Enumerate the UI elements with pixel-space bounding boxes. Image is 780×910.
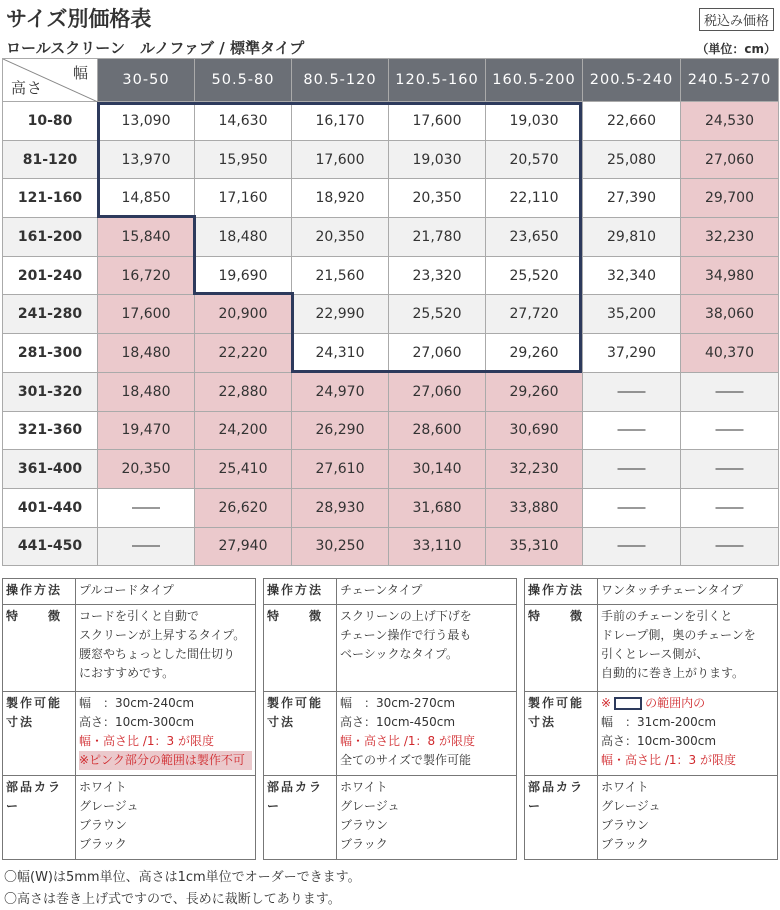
price-cell: ――: [98, 527, 195, 566]
size-label: 製作可能寸法: [264, 692, 337, 776]
price-cell: 14,850: [98, 179, 195, 218]
spec-table-0: [2, 578, 256, 860]
color-value: [337, 776, 517, 860]
range-prefix: ※: [601, 696, 612, 710]
height-header: 441-450: [3, 527, 98, 566]
color-item: ホワイト: [601, 780, 649, 794]
range-frame-right: [579, 102, 582, 373]
color-value: [598, 776, 778, 860]
price-cell: 30,690: [486, 411, 583, 450]
size-value: [337, 692, 517, 776]
price-cell: 18,480: [195, 218, 292, 257]
color-item: ホワイト: [79, 780, 127, 794]
price-cell: 21,560: [292, 256, 389, 295]
size-line: 高さ：10cm-450cm: [340, 715, 456, 729]
color-item: グレージュ: [340, 799, 400, 813]
range-frame-left-3: [291, 292, 294, 373]
spec-table-2: [524, 578, 778, 860]
range-frame-left-2: [193, 215, 196, 295]
feature-line: におすすめです。: [79, 666, 175, 680]
price-cell: ――: [681, 488, 779, 527]
spec-table-1: [263, 578, 517, 860]
table-row: [3, 372, 779, 411]
price-cell: 22,110: [486, 179, 583, 218]
table-row: [3, 527, 779, 566]
height-header: 401-440: [3, 488, 98, 527]
price-cell: 25,520: [486, 256, 583, 295]
feature-line: 手前のチェーンを引くと: [601, 609, 733, 623]
price-cell: 31,680: [389, 488, 486, 527]
price-cell: 20,350: [292, 218, 389, 257]
price-cell: 24,530: [681, 102, 779, 141]
width-header-3: 120.5-160: [389, 59, 486, 102]
height-header: 301-320: [3, 372, 98, 411]
price-cell: 13,970: [98, 140, 195, 179]
feature-line: 自動的に巻き上がります。: [601, 666, 745, 680]
method-value: プルコードタイプ: [76, 579, 256, 605]
price-cell: 20,570: [486, 140, 583, 179]
height-axis-label: 高さ: [11, 79, 44, 97]
table-row: [3, 450, 779, 489]
price-cell: 15,840: [98, 218, 195, 257]
width-header-6: 240.5-270: [681, 59, 779, 102]
feature-line: ドレープ側，奥のチェーンを: [601, 628, 756, 642]
table-row: [3, 488, 779, 527]
price-cell: 27,060: [681, 140, 779, 179]
feature-line: ベーシックなタイプ。: [340, 647, 458, 661]
price-cell: 30,140: [389, 450, 486, 489]
table-row: [3, 218, 779, 257]
size-line: 高さ：10cm-300cm: [79, 715, 195, 729]
range-frame-left-1: [97, 102, 100, 218]
price-cell: 32,230: [681, 218, 779, 257]
feature-line: スクリーンの上げ下げを: [340, 609, 472, 623]
size-label: 製作可能寸法: [525, 692, 598, 776]
price-cell: 27,940: [195, 527, 292, 566]
feature-label: 特 徴: [264, 605, 337, 692]
price-cell: 22,880: [195, 372, 292, 411]
color-item: ブラック: [79, 837, 127, 851]
height-header: 161-200: [3, 218, 98, 257]
price-cell: 18,480: [98, 334, 195, 373]
price-cell: 38,060: [681, 295, 779, 334]
price-cell: 18,480: [98, 372, 195, 411]
price-cell: ――: [681, 411, 779, 450]
corner-cell: [3, 59, 98, 102]
price-cell: 32,230: [486, 450, 583, 489]
color-item: ブラウン: [79, 818, 128, 832]
price-cell: 19,030: [486, 102, 583, 141]
width-header-2: 80.5-120: [292, 59, 389, 102]
range-frame-top: [97, 102, 582, 105]
price-cell: 16,720: [98, 256, 195, 295]
price-cell: 33,110: [389, 527, 486, 566]
price-cell: 29,810: [583, 218, 681, 257]
color-item: ブラック: [601, 837, 649, 851]
price-cell: 32,340: [583, 256, 681, 295]
tax-badge: 税込み価格: [699, 8, 774, 31]
footnote-2: 〇高さは巻き上げ式ですので、長めに裁断してあります。: [4, 892, 341, 907]
price-cell: 15,950: [195, 140, 292, 179]
footnote-1: 〇幅(W)は5mm単位、高さは1cm単位でオーダーできます。: [4, 870, 361, 885]
price-cell: 24,200: [195, 411, 292, 450]
price-cell: 18,920: [292, 179, 389, 218]
size-line: 幅 ：30cm-270cm: [340, 696, 456, 710]
color-label: 部品カラー: [3, 776, 76, 860]
price-cell: ――: [681, 372, 779, 411]
price-cell: 27,610: [292, 450, 389, 489]
unit-label: （単位：cm）: [696, 42, 776, 56]
color-value: [76, 776, 256, 860]
table-row: [3, 334, 779, 373]
table-row: [3, 140, 779, 179]
color-label: 部品カラー: [264, 776, 337, 860]
price-cell: 25,080: [583, 140, 681, 179]
price-cell: ――: [583, 372, 681, 411]
price-cell: 26,290: [292, 411, 389, 450]
feature-value: [598, 605, 778, 692]
color-item: ブラウン: [340, 818, 389, 832]
price-cell: 30,250: [292, 527, 389, 566]
price-cell: 37,290: [583, 334, 681, 373]
method-value: チェーンタイプ: [337, 579, 517, 605]
size-note: ※ピンク部分の範囲は製作不可: [79, 751, 252, 770]
price-cell: ――: [681, 450, 779, 489]
feature-line: スクリーンが上昇するタイプ。: [79, 628, 246, 642]
price-cell: 16,170: [292, 102, 389, 141]
price-cell: 17,600: [98, 295, 195, 334]
feature-line: 腰窓やちょっとした間仕切り: [79, 647, 236, 661]
price-cell: 28,930: [292, 488, 389, 527]
price-cell: ――: [583, 488, 681, 527]
feature-label: 特 徴: [3, 605, 76, 692]
height-header: 121-160: [3, 179, 98, 218]
price-cell: 17,160: [195, 179, 292, 218]
color-item: グレージュ: [79, 799, 139, 813]
price-cell: 17,600: [389, 102, 486, 141]
feature-line: コードを引くと自動で: [79, 609, 200, 623]
price-cell: 27,390: [583, 179, 681, 218]
price-cell: 23,320: [389, 256, 486, 295]
ratio-line: 幅・高さ比 /1：8 が限度: [340, 734, 475, 748]
color-item: ホワイト: [340, 780, 388, 794]
price-cell: 20,350: [98, 450, 195, 489]
range-frame-bottom: [291, 370, 582, 373]
price-cell: 24,310: [292, 334, 389, 373]
price-cell: 19,690: [195, 256, 292, 295]
range-frame-step-1: [97, 215, 196, 218]
price-cell: 34,980: [681, 256, 779, 295]
price-cell: 24,970: [292, 372, 389, 411]
width-header-4: 160.5-200: [486, 59, 583, 102]
page-subtitle: ロールスクリーン ルノファブ / 標準タイプ: [6, 39, 305, 57]
feature-line: チェーン操作で行う最も: [340, 628, 472, 642]
price-cell: 29,260: [486, 334, 583, 373]
page-title: サイズ別価格表: [6, 7, 152, 31]
price-cell: 25,520: [389, 295, 486, 334]
table-row: [3, 256, 779, 295]
feature-label: 特 徴: [525, 605, 598, 692]
price-cell: 13,090: [98, 102, 195, 141]
table-row: [3, 295, 779, 334]
height-header: 281-300: [3, 334, 98, 373]
price-cell: 19,030: [389, 140, 486, 179]
color-item: ブラック: [340, 837, 388, 851]
price-cell: 20,900: [195, 295, 292, 334]
height-header: 81-120: [3, 140, 98, 179]
size-value: [76, 692, 256, 776]
price-cell: 21,780: [389, 218, 486, 257]
color-item: グレージュ: [601, 799, 661, 813]
height-header: 361-400: [3, 450, 98, 489]
price-cell: 25,410: [195, 450, 292, 489]
table-row: [3, 179, 779, 218]
height-header: 321-360: [3, 411, 98, 450]
price-cell: 26,620: [195, 488, 292, 527]
price-cell: ――: [583, 411, 681, 450]
feature-line: 引くとレース側が、: [601, 647, 709, 661]
size-line: 幅 ：30cm-240cm: [79, 696, 195, 710]
price-cell: 22,990: [292, 295, 389, 334]
width-header-0: 30-50: [98, 59, 195, 102]
price-cell: ――: [681, 527, 779, 566]
method-label: 操作方法: [3, 579, 76, 605]
price-cell: 17,600: [292, 140, 389, 179]
table-row: [3, 102, 779, 141]
ratio-line: 幅・高さ比 /1：3 が限度: [79, 734, 214, 748]
color-label: 部品カラー: [525, 776, 598, 860]
size-value: [598, 692, 778, 776]
height-header: 241-280: [3, 295, 98, 334]
feature-value: [337, 605, 517, 692]
table-row: [3, 411, 779, 450]
price-cell: ――: [583, 450, 681, 489]
price-cell: 27,060: [389, 372, 486, 411]
method-label: 操作方法: [525, 579, 598, 605]
ratio-line: 幅・高さ比 /1：3 が限度: [601, 753, 736, 767]
price-cell: 29,700: [681, 179, 779, 218]
price-cell: 40,370: [681, 334, 779, 373]
price-cell: 22,220: [195, 334, 292, 373]
price-cell: 35,310: [486, 527, 583, 566]
width-header-1: 50.5-80: [195, 59, 292, 102]
range-box-icon: [614, 697, 642, 710]
price-cell: 27,060: [389, 334, 486, 373]
price-cell: 29,260: [486, 372, 583, 411]
size-line: 高さ：10cm-300cm: [601, 734, 717, 748]
price-cell: 28,600: [389, 411, 486, 450]
price-cell: ――: [98, 488, 195, 527]
height-header: 201-240: [3, 256, 98, 295]
price-cell: 35,200: [583, 295, 681, 334]
price-table: [2, 58, 779, 566]
price-cell: 22,660: [583, 102, 681, 141]
price-cell: 27,720: [486, 295, 583, 334]
price-cell: 14,630: [195, 102, 292, 141]
width-axis-label: 幅: [72, 64, 89, 82]
price-cell: 33,880: [486, 488, 583, 527]
price-cell: 23,650: [486, 218, 583, 257]
size-label: 製作可能寸法: [3, 692, 76, 776]
width-header-5: 200.5-240: [583, 59, 681, 102]
range-suffix: の範囲内の: [645, 696, 706, 710]
height-header: 10-80: [3, 102, 98, 141]
price-cell: ――: [583, 527, 681, 566]
color-item: ブラウン: [601, 818, 650, 832]
size-note: 全てのサイズで製作可能: [340, 753, 472, 767]
method-value: ワンタッチチェーンタイプ: [598, 579, 778, 605]
feature-value: [76, 605, 256, 692]
range-frame-step-2: [193, 292, 294, 295]
size-line: 幅 ：31cm-200cm: [601, 715, 717, 729]
price-cell: 20,350: [389, 179, 486, 218]
range-note: [601, 694, 774, 713]
price-cell: 19,470: [98, 411, 195, 450]
method-label: 操作方法: [264, 579, 337, 605]
